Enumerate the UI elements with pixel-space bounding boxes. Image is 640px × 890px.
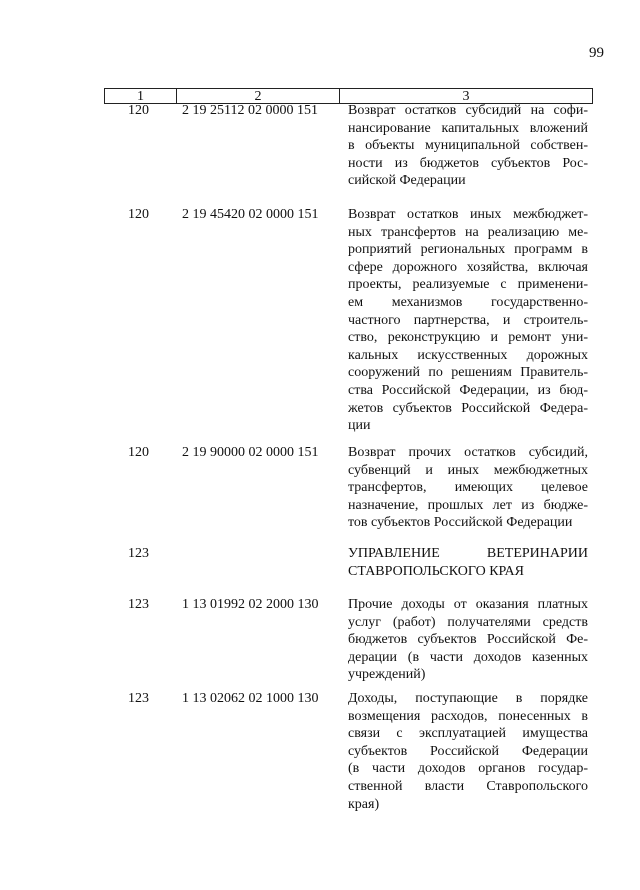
description (348, 596, 588, 684)
description-line: Возврат прочих остатков субсидий, (348, 445, 588, 460)
code-admin: 123 (128, 597, 149, 612)
description-line: ных трансфертов на реализацию ме- (348, 224, 588, 240)
header-cell-2: 2 (177, 89, 340, 103)
description-line: дерации (в части доходов казенных (348, 649, 588, 665)
description-line: бюджетов субъектов Российской Фе- (348, 632, 588, 648)
code-admin: 123 (128, 691, 149, 706)
department-heading (348, 545, 588, 580)
description-line: сийской Федерации (348, 173, 466, 189)
description-line: ции (348, 418, 371, 434)
description-line: проекты, реализуемые с применени- (348, 277, 588, 293)
code-budget: 1 13 02062 02 1000 130 (182, 691, 319, 706)
description-line: учреждений) (348, 667, 426, 683)
description-line: частного партнерства, и строитель- (348, 312, 588, 328)
code-budget: 1 13 01992 02 2000 130 (182, 597, 319, 612)
description-line: тов субъектов Российской Федерации (348, 515, 573, 531)
department-heading-line: УПРАВЛЕНИЕ ВЕТЕРИНАРИИ (348, 546, 588, 561)
description-line: субъектов Российской Федерации (348, 743, 588, 759)
description (348, 444, 588, 532)
description (348, 206, 588, 435)
description-line: жетов субъектов Российской Федера- (348, 400, 588, 416)
description-line: (в части доходов органов государ- (348, 761, 588, 777)
code-admin: 120 (128, 207, 149, 222)
page-number: 99 (589, 45, 604, 61)
description-line: ем механизмов государственно- (348, 294, 588, 310)
description-line: нансирование капитальных вложений (348, 120, 588, 136)
description-line: возмещения расходов, понесенных в (348, 708, 588, 724)
description-line: в объекты муниципальной собствен- (348, 138, 588, 154)
code-budget: 2 19 25112 02 0000 151 (182, 103, 318, 118)
code-admin: 120 (128, 103, 149, 118)
description-line: Возврат остатков субсидий на софи- (348, 103, 588, 118)
code-admin: 123 (128, 546, 149, 561)
description-line: края) (348, 796, 380, 812)
description-line: Возврат остатков иных межбюджет- (348, 207, 588, 222)
description-line: сооружений по решениям Правитель- (348, 365, 588, 381)
header-cell-1: 1 (105, 89, 177, 103)
description-line: Прочие доходы от оказания платных (348, 597, 588, 612)
description-line: трансфертов, имеющих целевое (348, 480, 588, 496)
department-heading-line: СТАВРОПОЛЬСКОГО КРАЯ (348, 563, 524, 579)
header-cell-3: 3 (462, 89, 470, 104)
description-line: связи с эксплуатацией имущества (348, 726, 588, 742)
description-line: роприятий региональных программ в (348, 242, 588, 258)
code-budget: 2 19 45420 02 0000 151 (182, 207, 319, 222)
description-line: кальных искусственных дорожных (348, 347, 588, 363)
description (348, 690, 588, 813)
description-line: ства Российской Федерации, из бюд- (348, 382, 588, 398)
description-line: назначение, прошлых лет из бюдже- (348, 497, 588, 513)
description-line: ственной власти Ставропольского (348, 778, 588, 794)
description-line: Доходы, поступающие в порядке (348, 691, 588, 706)
code-admin: 120 (128, 445, 149, 460)
description-line: услуг (работ) получателями средств (348, 614, 588, 630)
description-line: ство, реконструкцию и ремонт уни- (348, 330, 588, 346)
description-line: субвенций и иных межбюджетных (348, 462, 588, 478)
description (348, 102, 588, 190)
code-budget: 2 19 90000 02 0000 151 (182, 445, 319, 460)
description-line: сфере дорожного хозяйства, включая (348, 259, 588, 275)
description-line: ности из бюджетов субъектов Рос- (348, 155, 588, 171)
